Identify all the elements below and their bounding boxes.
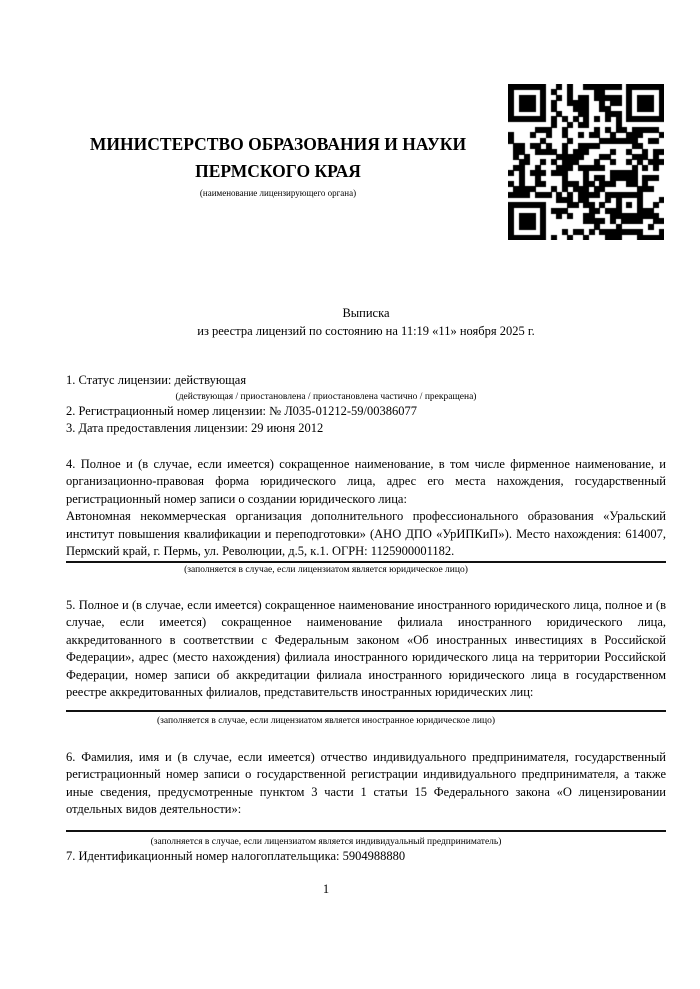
license-status-text: 1. Статус лицензии: действующая [66, 373, 247, 387]
qr-code [508, 84, 664, 240]
inn-item: 7. Идентификационный номер налогоплательщика: 5904988880 [66, 848, 406, 863]
legal-entity-prompt: 4. Полное и (в случае, если имеется) сокращенное наименование, в том числе фирменное наименование, и организационно-правовая форма юридического лица, адрес его места нахождения, государственный регистрационный номер записи о создании юридического лица: [66, 456, 666, 506]
license-status-caption: (действующая / приостановлена / приостановлена частично / прекращена) [175, 391, 477, 402]
foreign-entity-caption: (заполняется в случае, если лицензиатом является иностранное юридическое лицо) [157, 715, 495, 726]
page-number: 1 [322, 882, 330, 896]
licensing-authority-header [66, 131, 490, 199]
authority-field-caption: (наименование лицензирующего органа) [199, 188, 357, 198]
entrepreneur-prompt: 6. Фамилия, имя и (в случае, если имеется) отчество индивидуального предпринимателя, государственный регистрационный номер записи о государственной регистрации индивидуального предпринимателя, а также иные сведения, предусмотренные пунктом 3 части 1 статьи 15 Федерального закона «О лицензировании отдельных видов деятельности»: [66, 749, 666, 816]
foreign-entity-prompt: 5. Полное и (в случае, если имеется) сокращенное наименование иностранного юридического лица, полное и (в случае, если имеется) сокращенное наименование филиала иностранного юридического лица, аккредитованного в соответствии с Федеральным законом «Об иностранных инвестициях в Российской Федерации», адрес (место нахождения) филиала иностранного юридического лица на территории Российской Федерации, номер записи об аккредитации филиала иностранного юридического лица в государственном реестре аккредитованных филиалов, представительств иностранных юридических лиц: [66, 597, 666, 699]
foreign-entity-item [66, 597, 666, 727]
legal-entity-answer: Автономная некоммерческая организация дополнительного профессионального образования «Уральский институт повышения квалификации и переподготовки» (АНО ДПО «УрИПКиП»). Место нахождения: 614007, Пермский край, г. Пермь, ул. Революции, д.5, к.1. ОГРН: 1125900001182. [66, 509, 666, 558]
ministry-name-line1: МИНИСТЕРСТВО ОБРАЗОВАНИЯ И НАУКИ [89, 134, 467, 154]
document-title [66, 304, 666, 340]
entrepreneur-item [66, 749, 666, 848]
license-status-item [66, 372, 666, 403]
foreign-entity-blank-line [66, 702, 666, 712]
registration-number-item: 2. Регистрационный номер лицензии: № Л035-01212-59/00386077 [66, 403, 417, 418]
document-title-line1: Выписка [342, 306, 390, 320]
grant-date-item: 3. Дата предоставления лицензии: 29 июня 2012 [66, 421, 324, 435]
legal-entity-item [66, 456, 666, 576]
legal-entity-answer-block [66, 456, 666, 563]
document-body [66, 372, 666, 898]
entrepreneur-blank-line [66, 819, 666, 832]
ministry-name-line2: ПЕРМСКОГО КРАЯ [195, 161, 361, 181]
legal-entity-caption: (заполняется в случае, если лицензиатом является юридическое лицо) [184, 564, 468, 575]
document-title-line2: из реестра лицензий по состоянию на 11:19 «11» ноября 2025 г. [197, 324, 535, 338]
entrepreneur-caption: (заполняется в случае, если лицензиатом является индивидуальный предприниматель) [150, 836, 502, 847]
